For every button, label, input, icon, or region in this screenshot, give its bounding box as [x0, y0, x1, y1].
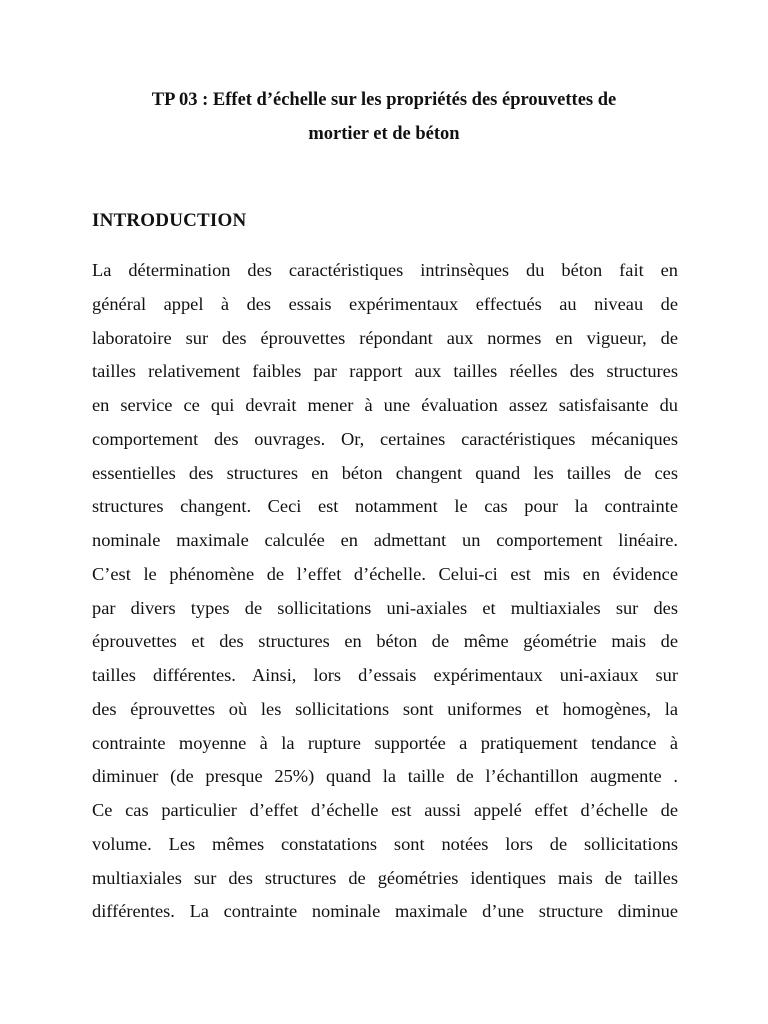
introduction-paragraph	[92, 254, 678, 929]
paragraph-line: tailles différentes. Ainsi, lors d’essais expérimentaux uni-axiaux sur	[92, 665, 678, 685]
document-title-line-2: mortier et de béton	[308, 124, 460, 144]
paragraph-line: La détermination des caractéristiques intrinsèques du béton fait en	[92, 260, 678, 280]
paragraph-line: tailles relativement faibles par rapport aux tailles réelles des structures	[92, 361, 678, 382]
paragraph-line: structures changent. Ceci est notamment le cas pour la contrainte	[92, 496, 678, 517]
paragraph-line: éprouvettes et des structures en béton de même géométrie mais de	[92, 631, 678, 652]
paragraph-line: en service ce qui devrait mener à une évaluation assez satisfaisante du	[92, 395, 678, 415]
paragraph-line: général appel à des essais expérimentaux effectués au niveau de	[92, 293, 678, 314]
paragraph-line: multiaxiales sur des structures de géométries identiques mais de tailles	[92, 867, 678, 888]
document-title-line-1: TP 03 : Effet d’échelle sur les propriétés des éprouvettes de	[151, 90, 617, 110]
paragraph-line: des éprouvettes où les sollicitations sont uniformes et homogènes, la	[92, 698, 678, 719]
paragraph-line: essentielles des structures en béton changent quand les tailles de ces	[92, 462, 678, 483]
paragraph-line: volume. Les mêmes constatations sont notées lors de sollicitations	[92, 833, 678, 854]
section-heading: INTRODUCTION	[92, 210, 247, 231]
paragraph-line: nominale maximale calculée en admettant un comportement linéaire.	[92, 530, 678, 550]
paragraph-line: laboratoire sur des éprouvettes répondant aux normes en vigueur, de	[92, 327, 678, 348]
paragraph-line: par divers types de sollicitations uni-axiales et multiaxiales sur des	[92, 597, 678, 618]
paragraph-line: contrainte moyenne à la rupture supportée a pratiquement tendance à	[92, 732, 678, 753]
paragraph-line: différentes. La contrainte nominale maximale d’une structure diminue	[92, 901, 678, 922]
paragraph-line: Ce cas particulier d’effet d’échelle est aussi appelé effet d’échelle de	[92, 800, 678, 820]
paragraph-line: diminuer (de presque 25%) quand la taille de l’échantillon augmente .	[92, 766, 678, 787]
paragraph-line: C’est le phénomène de l’effet d’échelle. Celui-ci est mis en évidence	[92, 563, 678, 584]
paragraph-line: comportement des ouvrages. Or, certaines caractéristiques mécaniques	[92, 428, 678, 449]
